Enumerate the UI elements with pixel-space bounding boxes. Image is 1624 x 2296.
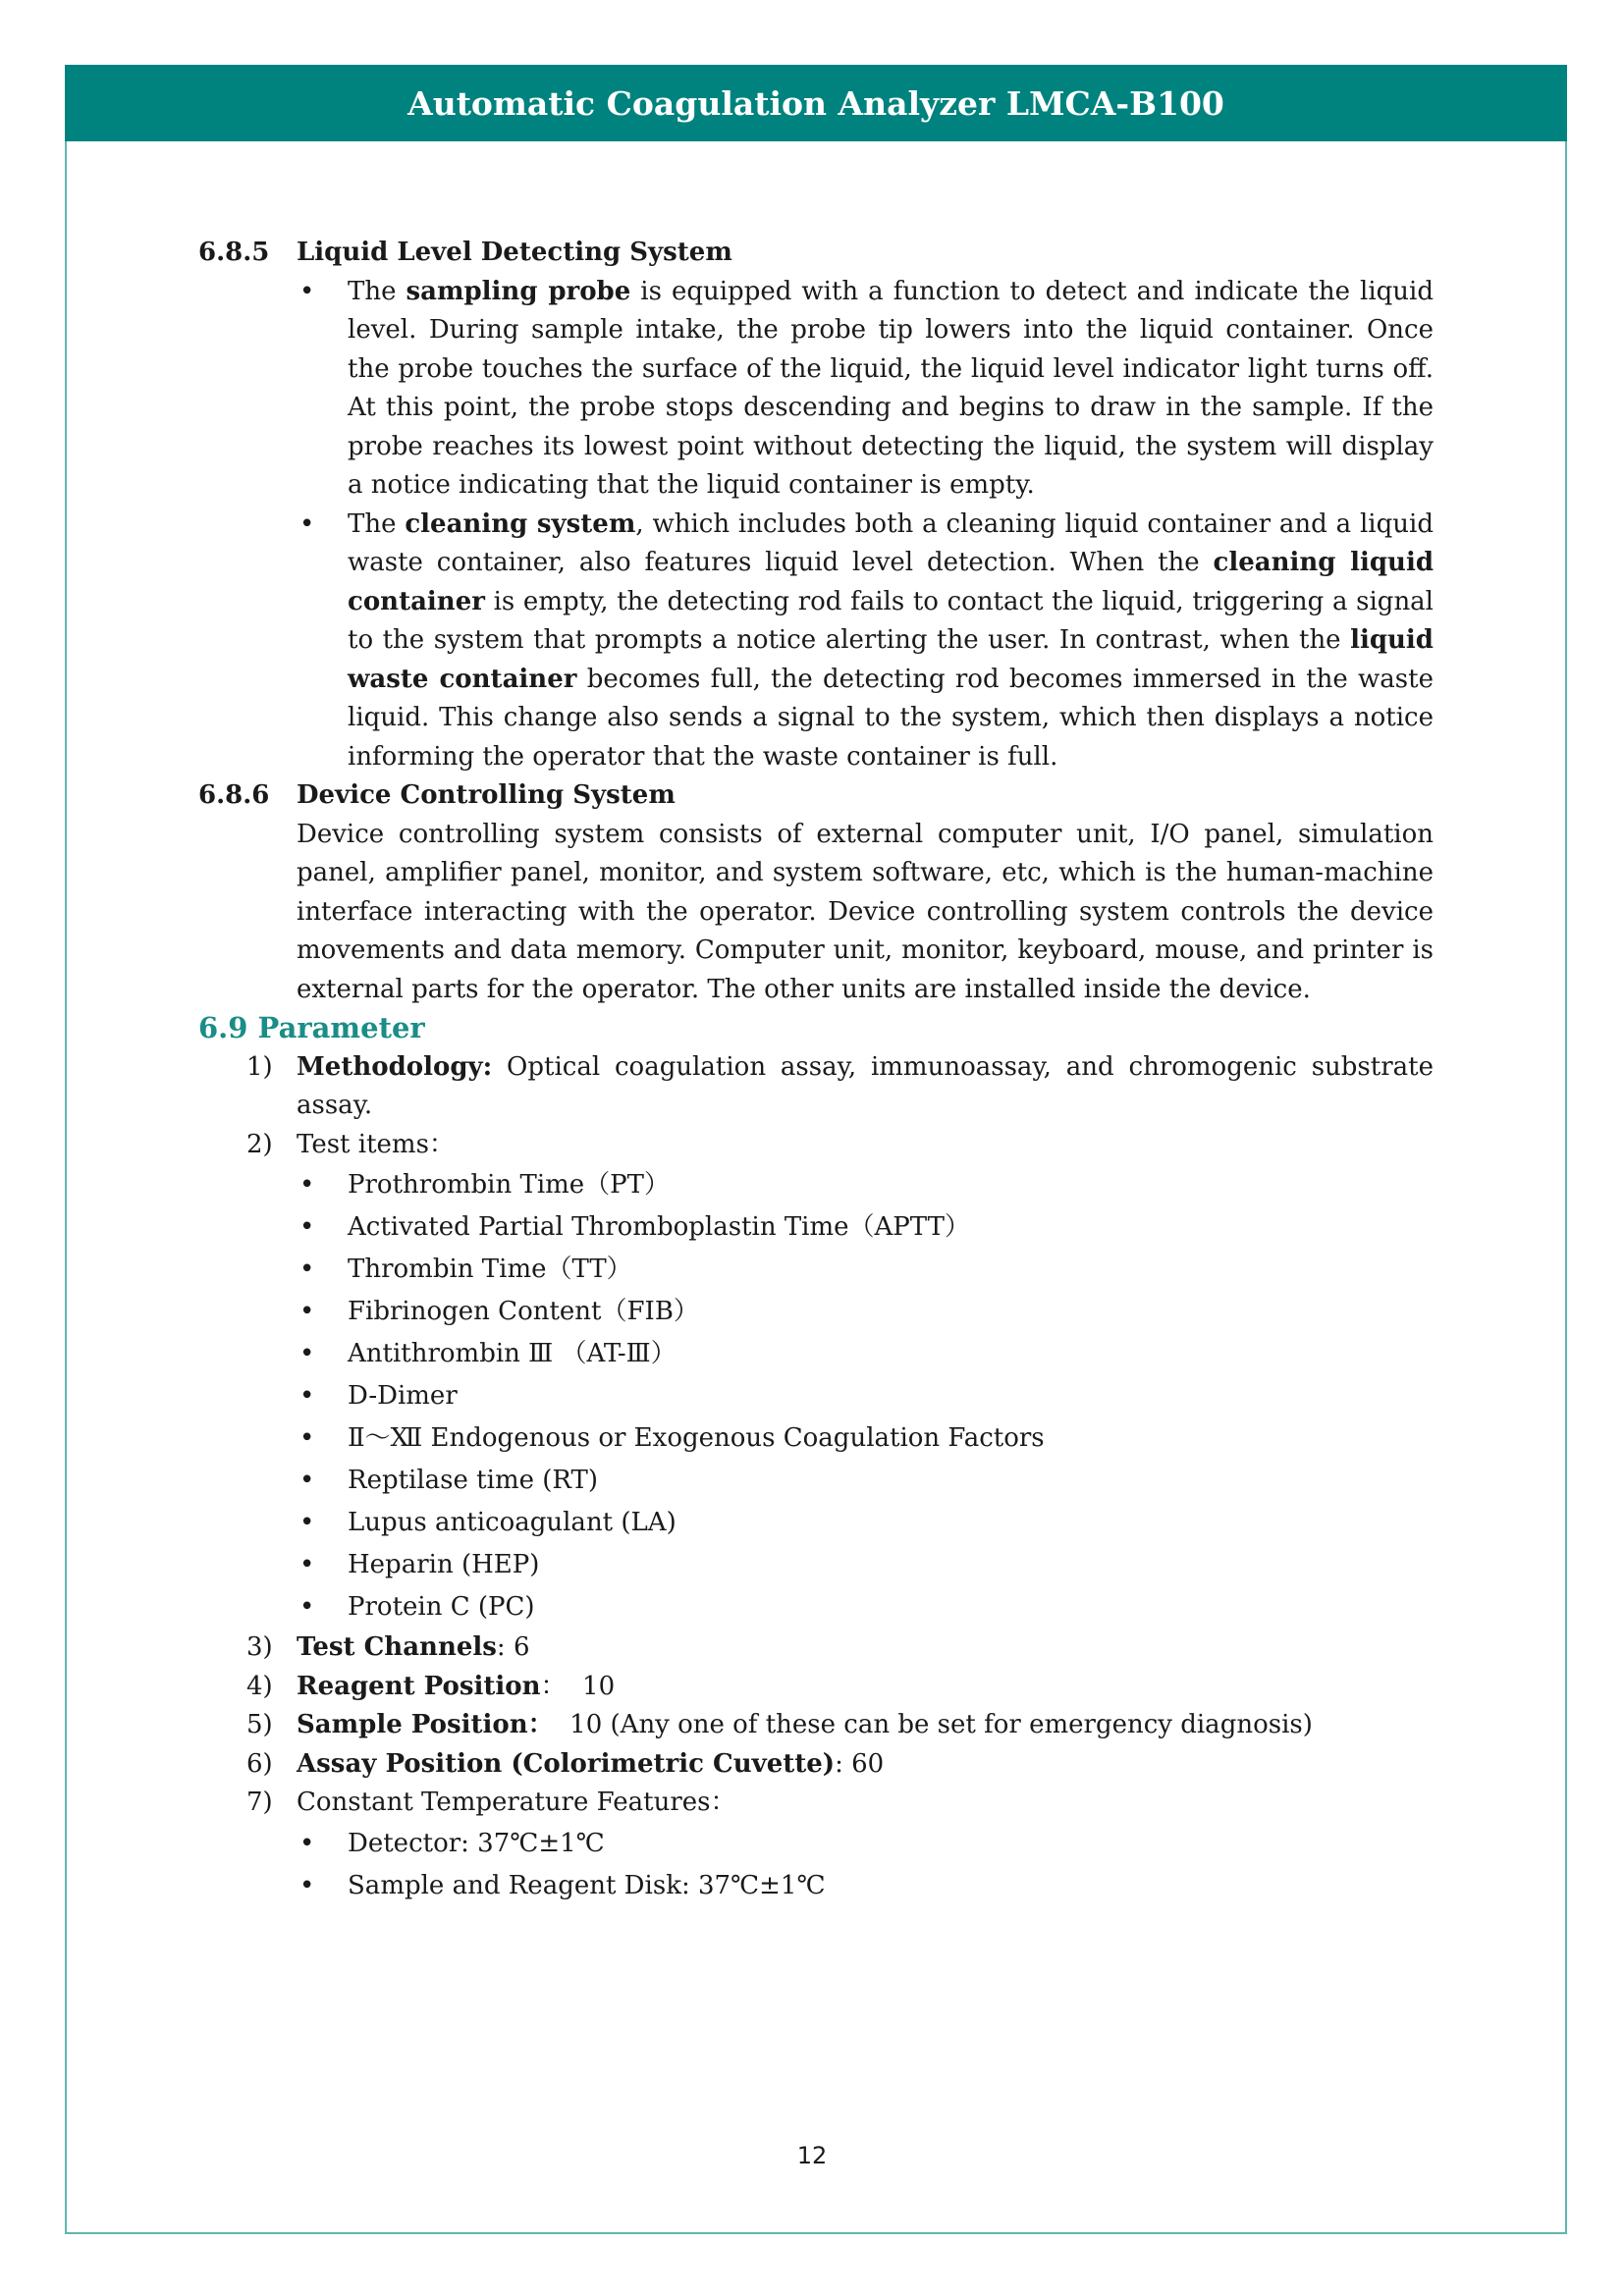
- liquid-level-bullet-list: [198, 273, 1434, 777]
- list-item: • Reptilase time (RT): [348, 1460, 1434, 1502]
- list-item: • Prothrombin Time（PT）: [348, 1164, 1434, 1206]
- item-text: ： 10: [540, 1671, 616, 1701]
- list-item: • Ⅱ～Ⅻ Endogenous or Exogenous Coagulation Factors: [348, 1417, 1434, 1460]
- item-text: : 60: [835, 1748, 885, 1779]
- list-item: • Thrombin Time（TT）: [348, 1249, 1434, 1291]
- cleaning-system-bullet: • The cleaning system, which includes both a cleaning liquid container and a liquid waste container, also features liquid level detection. When the cleaning liquid container is empty, the detecting rod fails to contact the liquid, triggering a signal to the system that prompts a notice alerting the user. In contrast, when the liquid waste container becomes full, the detecting rod becomes immersed in the waste liquid. This change also sends a signal to the system, which then displays a notice informing the operator that the waste container is full.: [348, 506, 1434, 777]
- list-item: • Antithrombin Ⅲ （AT-Ⅲ）: [348, 1333, 1434, 1375]
- device-controlling-paragraph: Device controlling system consists of external computer unit, I/O panel, simulation panel, amplifier panel, monitor, and system software, etc, which is the human-machine interface interacting with the operator. Device controlling system controls the device movements and data memory. Computer unit, monitor, keyboard, mouse, and printer is external parts for the operator. The other units are installed inside the device.: [297, 819, 1434, 1004]
- document-title: Automatic Coagulation Analyzer LMCA-B100: [407, 83, 1224, 123]
- page-content: [198, 234, 1434, 1907]
- list-item: • Activated Partial Thromboplastin Time（APTT）: [348, 1206, 1434, 1249]
- test-items-list: [297, 1164, 1434, 1629]
- param-item-test-items: [246, 1126, 1434, 1629]
- item-number: 6): [246, 1748, 273, 1779]
- item-text: 10 (Any one of these can be set for emergency diagnosis): [553, 1710, 1313, 1739]
- section-number: 6.8.5: [198, 238, 270, 267]
- section-number: 6.8.6: [198, 780, 270, 810]
- document-header: [65, 65, 1567, 141]
- bold-term: cleaning liquid container: [348, 548, 1435, 616]
- list-item: • Lupus anticoagulant (LA): [348, 1502, 1434, 1544]
- list-item: • Heparin (HEP): [348, 1544, 1434, 1586]
- section-heading-6-8-5: [198, 234, 1434, 273]
- param-item-temperature: [246, 1784, 1434, 1907]
- item-text: Optical coagulation assay, immunoassay, and chromogenic substrate assay.: [297, 1051, 1434, 1120]
- item-number: 3): [246, 1632, 273, 1662]
- list-item: • Sample and Reagent Disk: 37℃±1℃: [348, 1865, 1434, 1907]
- page-number: 12: [796, 2142, 828, 2169]
- sampling-probe-bullet: • The sampling probe is equipped with a function to detect and indicate the liquid level. During sample intake, the probe tip lowers into the liquid container. Once the probe touches the surface of the liquid, the liquid level indicator light turns off. At this point, the probe stops descending and begins to draw in the sample. If the probe reaches its lowest point without detecting the liquid, the system will display a notice indicating that the liquid container is empty.: [348, 273, 1434, 506]
- list-item: • Detector: 37℃±1℃: [348, 1823, 1434, 1865]
- item-label: Methodology:: [297, 1051, 493, 1082]
- param-item-test-channels: [246, 1629, 1434, 1668]
- parameter-heading: 6.9 Parameter: [198, 1011, 425, 1044]
- param-item-assay-position: [246, 1745, 1434, 1785]
- item-label: Test Channels: [297, 1632, 497, 1662]
- parameter-list: [198, 1048, 1434, 1907]
- bold-term: sampling probe: [406, 276, 631, 306]
- item-label: Sample Position：: [297, 1710, 554, 1739]
- item-number: 5): [246, 1710, 273, 1739]
- item-text: Constant Temperature Features：: [297, 1788, 736, 1817]
- bold-term: liquid waste container: [348, 625, 1434, 694]
- temperature-list: [297, 1823, 1434, 1907]
- item-number: 4): [246, 1671, 273, 1701]
- item-number: 2): [246, 1129, 273, 1159]
- section-title: Device Controlling System: [297, 780, 676, 810]
- item-number: 7): [246, 1788, 273, 1817]
- item-label: Assay Position (Colorimetric Cuvette): [297, 1748, 836, 1779]
- param-item-methodology: [246, 1048, 1434, 1126]
- list-item: • Fibrinogen Content（FIB）: [348, 1291, 1434, 1333]
- list-item: • Protein C (PC): [348, 1586, 1434, 1629]
- item-text: : 6: [496, 1632, 530, 1662]
- list-item: • D-Dimer: [348, 1375, 1434, 1417]
- item-label: Reagent Position: [297, 1671, 541, 1701]
- item-number: 1): [246, 1051, 273, 1082]
- param-item-sample-position: [246, 1706, 1434, 1745]
- section-title: Liquid Level Detecting System: [297, 238, 732, 267]
- item-text: Test items：: [297, 1129, 455, 1159]
- section-heading-6-8-6: [198, 776, 1434, 816]
- bold-term: cleaning system: [405, 508, 636, 539]
- param-item-reagent-position: [246, 1668, 1434, 1707]
